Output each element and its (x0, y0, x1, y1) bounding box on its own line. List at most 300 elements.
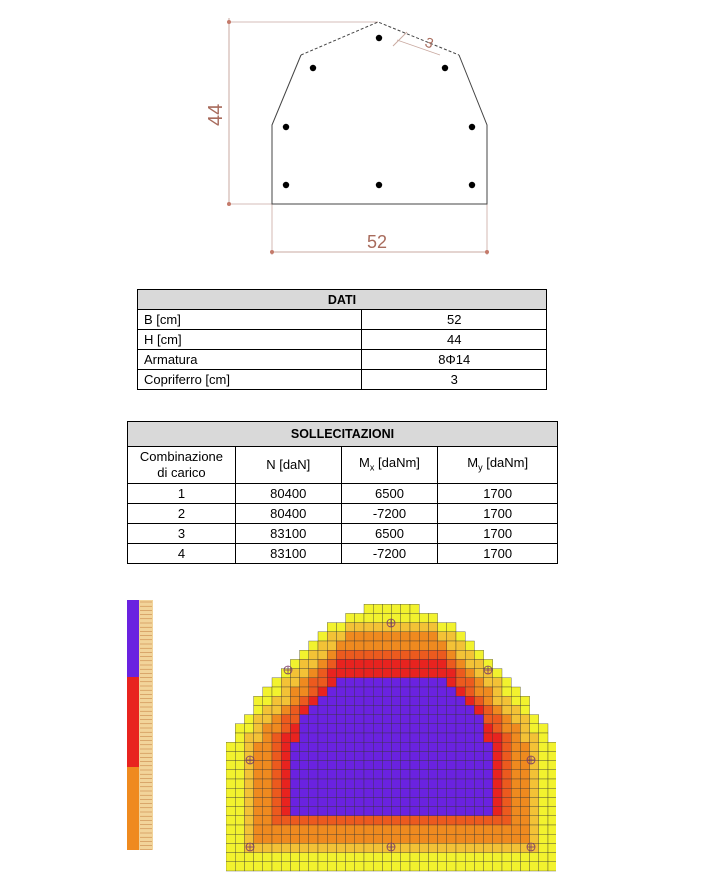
stress-cell (401, 761, 410, 770)
stress-cell (281, 779, 290, 788)
stress-cell (327, 779, 336, 788)
stress-cell (438, 623, 447, 632)
stress-cell (465, 705, 474, 714)
stress-cell (244, 733, 253, 742)
stress-cell (484, 788, 493, 797)
stress-cell (447, 650, 456, 659)
stress-cell (254, 843, 263, 852)
stress-cell (355, 751, 364, 760)
stress-cell (309, 825, 318, 834)
stress-cell (474, 659, 483, 668)
stress-cell (428, 623, 437, 632)
stress-cell (281, 724, 290, 733)
cell-mx: 6500 (341, 484, 438, 504)
stress-cell (410, 650, 419, 659)
stress-cell (401, 659, 410, 668)
stress-cell (493, 742, 502, 751)
stress-cell (290, 715, 299, 724)
stress-cell (520, 751, 529, 760)
stress-cell (511, 696, 520, 705)
stress-cell (447, 788, 456, 797)
stress-cell (530, 853, 539, 862)
stress-cell (548, 862, 556, 871)
stress-cell (336, 678, 345, 687)
stress-cell (355, 659, 364, 668)
stress-cell (392, 788, 401, 797)
stress-cell (438, 770, 447, 779)
dati-label: Copriferro [cm] (138, 370, 362, 390)
stress-cell (290, 761, 299, 770)
stress-cell (355, 705, 364, 714)
stress-cell (355, 696, 364, 705)
stress-cell (336, 816, 345, 825)
stress-cell (272, 751, 281, 760)
stress-cell (419, 779, 428, 788)
stress-cell (438, 641, 447, 650)
stress-cell (520, 761, 529, 770)
stress-cell (244, 853, 253, 862)
stress-cell (327, 816, 336, 825)
stress-cell (410, 715, 419, 724)
stress-cell (520, 788, 529, 797)
stress-cell (401, 696, 410, 705)
stress-cell (382, 669, 391, 678)
stress-cell (438, 669, 447, 678)
stress-cell (290, 770, 299, 779)
stress-cell (502, 825, 511, 834)
stress-cell (373, 807, 382, 816)
stress-cell (318, 853, 327, 862)
stress-cell (474, 807, 483, 816)
stress-cell (502, 696, 511, 705)
stress-cell (309, 696, 318, 705)
stress-cell (484, 724, 493, 733)
stress-cell (244, 715, 253, 724)
cell-comb: 3 (128, 524, 236, 544)
stress-cell (318, 659, 327, 668)
stress-cell (474, 705, 483, 714)
stress-cell (309, 853, 318, 862)
stress-cell (364, 669, 373, 678)
stress-cell (392, 807, 401, 816)
stress-cell (401, 742, 410, 751)
cell-n: 80400 (235, 484, 341, 504)
stress-cell (447, 705, 456, 714)
stress-cell (447, 853, 456, 862)
stress-cell (364, 733, 373, 742)
dati-value: 3 (362, 370, 547, 390)
stress-cell (456, 632, 465, 641)
stress-cell (548, 751, 556, 760)
stress-cell (392, 825, 401, 834)
stress-cell (364, 788, 373, 797)
stress-cell (318, 742, 327, 751)
stress-cell (355, 632, 364, 641)
stress-cell (484, 705, 493, 714)
stress-cell (300, 853, 309, 862)
stress-cell (474, 779, 483, 788)
rebar (376, 182, 382, 188)
stress-cell (226, 779, 235, 788)
stress-cell (419, 705, 428, 714)
stress-cell (530, 825, 539, 834)
stress-cell (438, 742, 447, 751)
stress-cell (373, 770, 382, 779)
stress-cell (309, 659, 318, 668)
stress-cell (502, 761, 511, 770)
stress-cell (484, 742, 493, 751)
stress-cell (419, 825, 428, 834)
stress-cell (346, 788, 355, 797)
stress-cell (456, 761, 465, 770)
stress-cell (336, 696, 345, 705)
stress-cell (419, 751, 428, 760)
section-outline (272, 55, 487, 204)
stress-cell (438, 724, 447, 733)
table-row (128, 504, 558, 524)
stress-cell (327, 761, 336, 770)
stress-cell (438, 862, 447, 871)
stress-cell (410, 751, 419, 760)
stress-cell (235, 761, 244, 770)
stress-cell (484, 678, 493, 687)
stress-cell (226, 862, 235, 871)
stress-cell (548, 825, 556, 834)
stress-cell (493, 779, 502, 788)
stress-cell (309, 797, 318, 806)
stress-cell (373, 613, 382, 622)
stress-cell (290, 834, 299, 843)
stress-cell (465, 761, 474, 770)
stress-cell (309, 687, 318, 696)
stress-cell (281, 687, 290, 696)
stress-cell (530, 742, 539, 751)
stress-cell (465, 650, 474, 659)
stress-cell (382, 705, 391, 714)
stress-cell (373, 797, 382, 806)
stress-cell (254, 862, 263, 871)
stress-cell (530, 788, 539, 797)
stress-cell (327, 733, 336, 742)
stress-cell (493, 687, 502, 696)
stress-cell (263, 853, 272, 862)
rebar (283, 182, 289, 188)
stress-cell (548, 853, 556, 862)
stress-cell (438, 650, 447, 659)
stress-cell (493, 843, 502, 852)
stress-cell (355, 623, 364, 632)
stress-cell (244, 825, 253, 834)
stress-cell (511, 816, 520, 825)
stress-cell (456, 724, 465, 733)
stress-cell (520, 705, 529, 714)
stress-cell (410, 632, 419, 641)
stress-cell (346, 797, 355, 806)
stress-cell (300, 788, 309, 797)
stress-cell (502, 705, 511, 714)
stress-cell (392, 862, 401, 871)
stress-cell (336, 779, 345, 788)
stress-cell (419, 687, 428, 696)
stress-cell (373, 733, 382, 742)
stress-cell (493, 678, 502, 687)
rebar (442, 65, 448, 71)
cell-n: 83100 (235, 544, 341, 564)
stress-cell (355, 613, 364, 622)
stress-cell (235, 843, 244, 852)
stress-cell (346, 770, 355, 779)
stress-cell (263, 843, 272, 852)
stress-cell (502, 853, 511, 862)
stress-cell (474, 650, 483, 659)
rebar (469, 182, 475, 188)
stress-cell (346, 669, 355, 678)
stress-cell (364, 770, 373, 779)
height-dimension-label: 44 (205, 103, 227, 126)
stress-cell (327, 659, 336, 668)
stress-cell (263, 715, 272, 724)
stress-cell (281, 853, 290, 862)
stress-cell (300, 797, 309, 806)
stress-cell (272, 733, 281, 742)
stress-cell (364, 807, 373, 816)
stress-cell (447, 733, 456, 742)
stress-cell (355, 816, 364, 825)
dati-label: H [cm] (138, 330, 362, 350)
stress-cell (355, 724, 364, 733)
stress-cell (465, 733, 474, 742)
stress-cell (300, 816, 309, 825)
stress-cell (465, 816, 474, 825)
stress-cell (300, 687, 309, 696)
stress-cell (530, 834, 539, 843)
stress-cell (300, 733, 309, 742)
stress-cell (300, 742, 309, 751)
stress-cell (419, 742, 428, 751)
stress-cell (401, 724, 410, 733)
stress-cell (438, 788, 447, 797)
stress-cell (530, 779, 539, 788)
stress-cell (272, 696, 281, 705)
stress-cell (290, 825, 299, 834)
sollecitazioni-table (127, 421, 558, 564)
stress-cell (465, 751, 474, 760)
stress-cell (309, 715, 318, 724)
stress-cell (401, 779, 410, 788)
stress-cell (392, 641, 401, 650)
stress-cell (474, 733, 483, 742)
stress-cell (272, 825, 281, 834)
rebar (310, 65, 316, 71)
stress-cell (539, 742, 548, 751)
stress-cell (511, 742, 520, 751)
stress-cell (263, 862, 272, 871)
stress-cell (272, 862, 281, 871)
stress-cell (254, 788, 263, 797)
stress-cell (382, 687, 391, 696)
stress-cell (235, 834, 244, 843)
stress-cell (226, 816, 235, 825)
stress-cell (355, 715, 364, 724)
stress-cell (309, 816, 318, 825)
stress-cell (281, 715, 290, 724)
stress-cell (438, 853, 447, 862)
stress-cell (364, 825, 373, 834)
stress-cell (447, 825, 456, 834)
stress-cell (346, 742, 355, 751)
stress-cell (511, 807, 520, 816)
stress-cell (290, 687, 299, 696)
stress-cell (392, 834, 401, 843)
stress-cell (309, 733, 318, 742)
stress-cell (392, 696, 401, 705)
stress-cell (456, 705, 465, 714)
stress-cell (511, 779, 520, 788)
stress-cell (410, 779, 419, 788)
stress-cell (484, 834, 493, 843)
stress-cell (484, 816, 493, 825)
stress-cell (226, 751, 235, 760)
stress-cell (392, 669, 401, 678)
stress-cell (300, 678, 309, 687)
stress-cell (530, 770, 539, 779)
stress-cell (318, 733, 327, 742)
stress-cell (392, 853, 401, 862)
stress-cell (355, 669, 364, 678)
stress-cell (290, 751, 299, 760)
stress-cell (336, 632, 345, 641)
stress-cell (309, 724, 318, 733)
sollecitazioni-title: SOLLECITAZIONI (128, 422, 558, 447)
stress-cell (428, 742, 437, 751)
stress-cell (254, 696, 263, 705)
cell-comb: 4 (128, 544, 236, 564)
stress-cell (327, 751, 336, 760)
stress-cell (493, 788, 502, 797)
stress-cell (254, 742, 263, 751)
stress-cell (373, 632, 382, 641)
stress-cell (364, 742, 373, 751)
stress-cell (290, 843, 299, 852)
stress-cell (493, 825, 502, 834)
stress-cell (401, 623, 410, 632)
stress-cell (263, 733, 272, 742)
stress-cell (254, 715, 263, 724)
stress-cell (373, 825, 382, 834)
stress-cell (428, 853, 437, 862)
rebars (283, 35, 475, 188)
stress-cell (456, 797, 465, 806)
stress-cell (484, 687, 493, 696)
stress-cell (548, 788, 556, 797)
stress-cell (263, 807, 272, 816)
stress-cell (327, 678, 336, 687)
stress-cell (263, 797, 272, 806)
stress-cell (336, 715, 345, 724)
stress-cell (493, 733, 502, 742)
stress-cell (502, 751, 511, 760)
stress-cell (346, 761, 355, 770)
stress-cell (244, 797, 253, 806)
stress-cell (254, 834, 263, 843)
stress-cell (474, 715, 483, 724)
stress-cell (484, 761, 493, 770)
stress-cell (364, 705, 373, 714)
stress-cell (364, 604, 373, 613)
stress-cell (318, 834, 327, 843)
stress-cell (447, 724, 456, 733)
stress-cell (300, 770, 309, 779)
stress-cell (327, 641, 336, 650)
stress-cell (401, 632, 410, 641)
stress-cell (226, 770, 235, 779)
stress-cell (502, 797, 511, 806)
stress-cell (530, 862, 539, 871)
stress-cell (474, 669, 483, 678)
stress-cell (401, 613, 410, 622)
stress-cell (530, 733, 539, 742)
stress-cell (401, 834, 410, 843)
stress-cell (428, 825, 437, 834)
stress-cell (281, 678, 290, 687)
stress-cell (272, 807, 281, 816)
stress-cell (318, 751, 327, 760)
stress-cell (465, 834, 474, 843)
stress-cell (410, 825, 419, 834)
stress-cell (465, 696, 474, 705)
stress-cell (327, 770, 336, 779)
stress-cell (530, 715, 539, 724)
stress-cell (272, 816, 281, 825)
stress-cell (465, 853, 474, 862)
stress-cell (272, 788, 281, 797)
stress-cell (300, 659, 309, 668)
stress-cell (474, 696, 483, 705)
stress-cell (382, 751, 391, 760)
stress-cell (493, 724, 502, 733)
stress-cell (428, 751, 437, 760)
stress-cell (474, 816, 483, 825)
stress-cell (382, 742, 391, 751)
stress-cell (456, 807, 465, 816)
stress-cell (226, 788, 235, 797)
stress-cell (438, 659, 447, 668)
stress-cell (263, 788, 272, 797)
stress-cell (373, 843, 382, 852)
stress-cell (539, 733, 548, 742)
stress-cell (438, 834, 447, 843)
stress-cell (364, 641, 373, 650)
stress-cell (539, 788, 548, 797)
stress-cell (281, 770, 290, 779)
stress-cell (520, 696, 529, 705)
stress-cell (290, 807, 299, 816)
stress-cell (327, 742, 336, 751)
stress-cell (235, 770, 244, 779)
header-mx: $M_x$ [daNm] (341, 447, 438, 484)
stress-cell (548, 797, 556, 806)
stress-cell (364, 761, 373, 770)
stress-cell (327, 825, 336, 834)
stress-cell (419, 613, 428, 622)
stress-cell (465, 779, 474, 788)
stress-cell (428, 816, 437, 825)
stress-cell (419, 669, 428, 678)
stress-cell (392, 761, 401, 770)
stress-cell (272, 797, 281, 806)
stress-cell (373, 659, 382, 668)
stress-cell (290, 816, 299, 825)
